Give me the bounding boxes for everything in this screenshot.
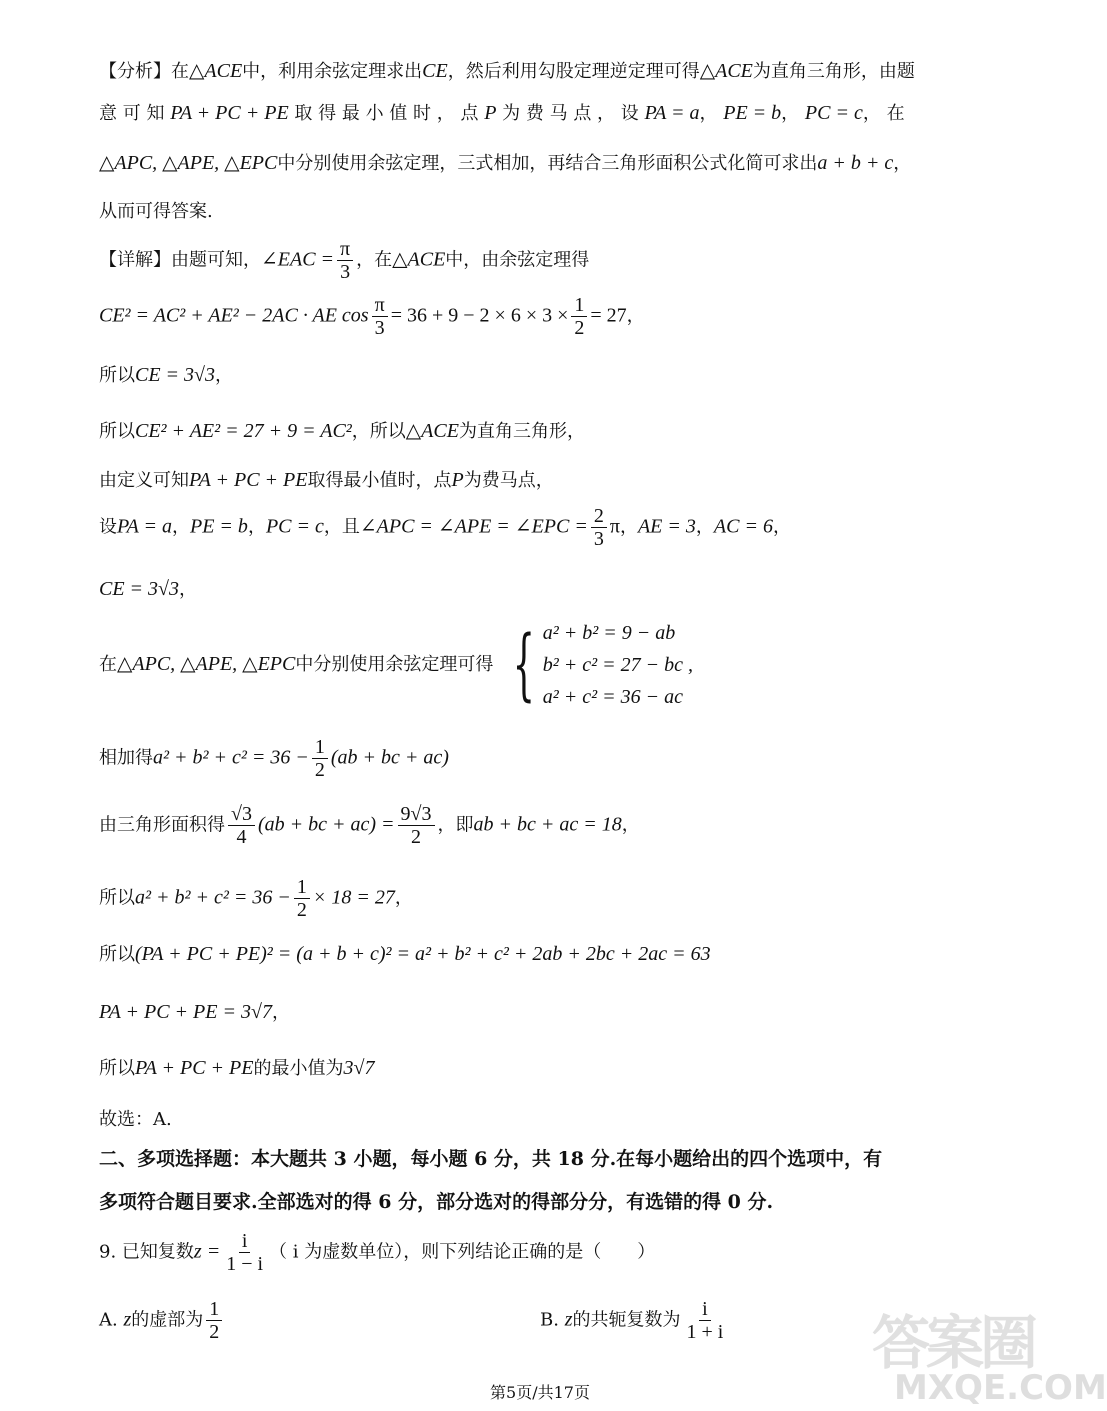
math: PA + PC + PE xyxy=(189,469,308,491)
math: π xyxy=(609,515,620,538)
detail-line-4 xyxy=(99,418,585,444)
numerator: π xyxy=(337,238,353,261)
text: 相加得 xyxy=(99,747,153,769)
option-label: B. xyxy=(540,1309,559,1331)
math: ab + bc + ac = 18 xyxy=(473,813,622,836)
text: 的虚部为 xyxy=(131,1309,204,1331)
system-eq-2: b² + c² = 27 − bc , xyxy=(542,654,693,676)
numerator: 1 xyxy=(571,294,587,317)
math: P xyxy=(484,102,497,124)
math: z = xyxy=(193,1240,221,1263)
section-heading-line-1: 二、多项选择题：本大题共 3 小题，每小题 6 分，共 18 分.在每小题给出的四个选项中，有 xyxy=(99,1148,883,1170)
denominator: 2 xyxy=(411,826,422,848)
math: × 18 = 27 xyxy=(312,886,395,909)
numerator: 9√3 xyxy=(398,803,435,826)
fraction xyxy=(683,1298,726,1343)
math: AE = 3 xyxy=(637,515,696,538)
detail-line-5 xyxy=(99,467,554,493)
text: ， xyxy=(271,1002,290,1023)
detail-line-14 xyxy=(99,1055,374,1081)
question-9-stem xyxy=(99,1230,655,1275)
system-eq-1: a² + b² = 9 − ab xyxy=(542,622,676,644)
detail-line-7 xyxy=(99,576,197,602)
math: = 27 xyxy=(590,304,627,327)
text: 的共轭复数为 xyxy=(572,1309,681,1331)
fraction xyxy=(228,803,255,848)
text: ， xyxy=(893,153,912,174)
math: AC = 6 xyxy=(713,515,773,538)
math: z xyxy=(564,1308,573,1331)
text: ，在 xyxy=(356,249,393,271)
numerator: √3 xyxy=(228,803,255,826)
math: (PA + PC + PE)² = (a + b + c)² = a² + b² + c² + 2ab + 2bc + 2ac = 63 xyxy=(135,943,711,965)
denominator: 1 + i xyxy=(686,1321,724,1343)
numerator: 2 xyxy=(591,505,607,528)
equation-system xyxy=(499,620,693,710)
option-label: A. xyxy=(99,1309,118,1331)
text: ， xyxy=(619,516,638,538)
numerator: i xyxy=(699,1298,711,1321)
text: 所以 xyxy=(99,887,135,909)
math: ∠APC = ∠APE = ∠EPC = xyxy=(359,515,588,538)
fraction xyxy=(206,1298,222,1343)
denominator: 2 xyxy=(574,317,585,339)
math: a² + b² + c² = 36 − xyxy=(153,746,309,769)
analysis-line-2 xyxy=(99,100,905,126)
numerator: 1 xyxy=(312,736,328,759)
text: 为 费 马 点 ， 设 xyxy=(502,103,639,124)
text: 中分别使用余弦定理可得 xyxy=(295,654,494,675)
denominator: 2 xyxy=(296,899,307,921)
fraction xyxy=(294,876,310,921)
fraction xyxy=(312,736,328,781)
math: CE = 3√3 xyxy=(135,364,216,386)
text: 取得最小值时，点 xyxy=(307,470,452,491)
math: CE xyxy=(422,60,448,82)
brace-icon: { xyxy=(512,620,536,710)
text: ，所以 xyxy=(351,421,406,442)
denominator: 3 xyxy=(340,261,351,283)
text: ， xyxy=(621,814,640,836)
text: 取 得 最 小 值 时 ， 点 xyxy=(294,103,479,124)
text: 中，由余弦定理得 xyxy=(445,249,590,271)
text: 的最小值为 xyxy=(253,1058,344,1079)
denominator: 3 xyxy=(374,317,385,339)
text: ， xyxy=(695,516,714,538)
math: PE = b xyxy=(190,515,248,538)
system-eq-3: a² + c² = 36 − ac xyxy=(542,686,683,708)
text: 设 xyxy=(99,516,117,538)
math: △ACE xyxy=(392,248,446,271)
detail-line-13 xyxy=(99,999,290,1025)
math: CE² = AC² + AE² − 2AC · AE cos xyxy=(99,304,369,327)
text: ，即 xyxy=(437,814,474,836)
text: 为直角三角形， xyxy=(458,421,585,442)
math: CE = 3√3 xyxy=(99,578,180,600)
numerator: 1 xyxy=(294,876,310,899)
text: 为直角三角形，由题 xyxy=(752,61,915,82)
numerator: 1 xyxy=(206,1298,222,1321)
text: 所以 xyxy=(99,365,135,386)
numerator: i xyxy=(239,1230,251,1253)
math: △ACE xyxy=(405,420,459,442)
fraction xyxy=(337,238,353,283)
fraction xyxy=(372,294,388,339)
math: PA = a xyxy=(117,515,172,538)
analysis-line-3 xyxy=(99,150,911,176)
math: CE² + AE² = 27 + 9 = AC² xyxy=(135,420,352,442)
text: ， xyxy=(394,887,413,909)
detail-line-1 xyxy=(99,238,589,283)
option-a xyxy=(99,1298,225,1343)
text: 由三角形面积得 xyxy=(99,814,225,836)
text: ， xyxy=(699,103,718,124)
text: 中，利用余弦定理求出 xyxy=(242,61,423,82)
math: ∠EAC = xyxy=(261,248,335,271)
detail-line-11 xyxy=(99,876,413,921)
text: 【分析】在 xyxy=(99,61,189,82)
text: （ i 为虚数单位），则下列结论正确的是（ ） xyxy=(269,1241,656,1263)
detail-line-12 xyxy=(99,941,711,967)
math: P xyxy=(451,469,464,491)
watermark-url: MXQE.COM xyxy=(894,1368,1107,1408)
text: 为费马点， xyxy=(463,470,554,491)
text: 在 xyxy=(99,654,117,675)
denominator: 4 xyxy=(236,826,247,848)
watermark-text: 答案圈 xyxy=(872,1309,1035,1377)
text: ，然后利用勾股定理逆定理可得 xyxy=(447,61,700,82)
denominator: 3 xyxy=(593,528,604,550)
math: PC = c xyxy=(804,102,863,124)
text: 9. 已知复数 xyxy=(99,1241,194,1263)
text: 由定义可知 xyxy=(99,470,189,491)
detail-line-6 xyxy=(99,505,791,550)
text: ， xyxy=(781,103,800,124)
text: 意 可 知 xyxy=(99,103,165,124)
text: 所以 xyxy=(99,944,135,965)
math: △ACE xyxy=(699,60,753,82)
math: △APC, △APE, △EPC xyxy=(99,152,278,174)
math: (ab + bc + ac) = xyxy=(257,813,395,836)
math: PA + PC + PE xyxy=(170,102,289,124)
math: △ACE xyxy=(189,60,243,82)
math: a² + b² + c² = 36 − xyxy=(135,886,291,909)
analysis-line-4: 从而可得答案. xyxy=(99,201,213,222)
text: ， xyxy=(772,516,791,538)
text: 【详解】由题可知， xyxy=(99,249,261,271)
section-heading-line-2: 多项符合题目要求.全部选对的得 6 分，部分选对的得部分分，有选错的得 0 分. xyxy=(99,1191,774,1213)
fraction xyxy=(591,505,607,550)
numerator: π xyxy=(372,294,388,317)
fraction xyxy=(398,803,435,848)
math: PA = a xyxy=(644,102,700,124)
denominator: 2 xyxy=(314,759,325,781)
detail-line-2 xyxy=(99,294,645,339)
fraction xyxy=(223,1230,266,1275)
text: ， xyxy=(172,516,190,538)
detail-line-8 xyxy=(99,620,693,710)
math: PA + PC + PE xyxy=(135,1057,254,1079)
option-b xyxy=(540,1298,729,1343)
math: (ab + bc + ac) xyxy=(330,746,449,769)
math: PC = c xyxy=(265,515,324,538)
math: PE = b xyxy=(723,102,782,124)
denominator: 2 xyxy=(209,1321,220,1343)
math: = 36 + 9 − 2 × 6 × 3 × xyxy=(390,304,569,327)
math: △APC, △APE, △EPC xyxy=(117,653,296,675)
math: 3√7 xyxy=(343,1057,375,1079)
text: ， xyxy=(247,516,266,538)
text: ， xyxy=(179,579,198,600)
math: a + b + c xyxy=(817,152,894,174)
text: ， xyxy=(626,305,645,327)
text: 所以 xyxy=(99,421,135,442)
math: z xyxy=(123,1308,132,1331)
detail-line-10 xyxy=(99,803,640,848)
text: ， xyxy=(215,365,234,386)
analysis-line-1 xyxy=(99,58,915,84)
text: 中分别使用余弦定理，三式相加，再结合三角形面积公式化简可求出 xyxy=(277,153,818,174)
detail-line-15: 故选：A. xyxy=(99,1109,172,1130)
system-rows xyxy=(543,620,693,710)
denominator: 1 − i xyxy=(226,1253,264,1275)
detail-line-3 xyxy=(99,362,233,388)
text: ，且 xyxy=(323,516,360,538)
math: PA + PC + PE = 3√7 xyxy=(99,1001,272,1023)
detail-line-9 xyxy=(99,736,449,781)
page-footer: 第5页/共17页 xyxy=(490,1383,590,1402)
text: ， 在 xyxy=(862,103,905,124)
fraction xyxy=(571,294,587,339)
text: 所以 xyxy=(99,1058,135,1079)
